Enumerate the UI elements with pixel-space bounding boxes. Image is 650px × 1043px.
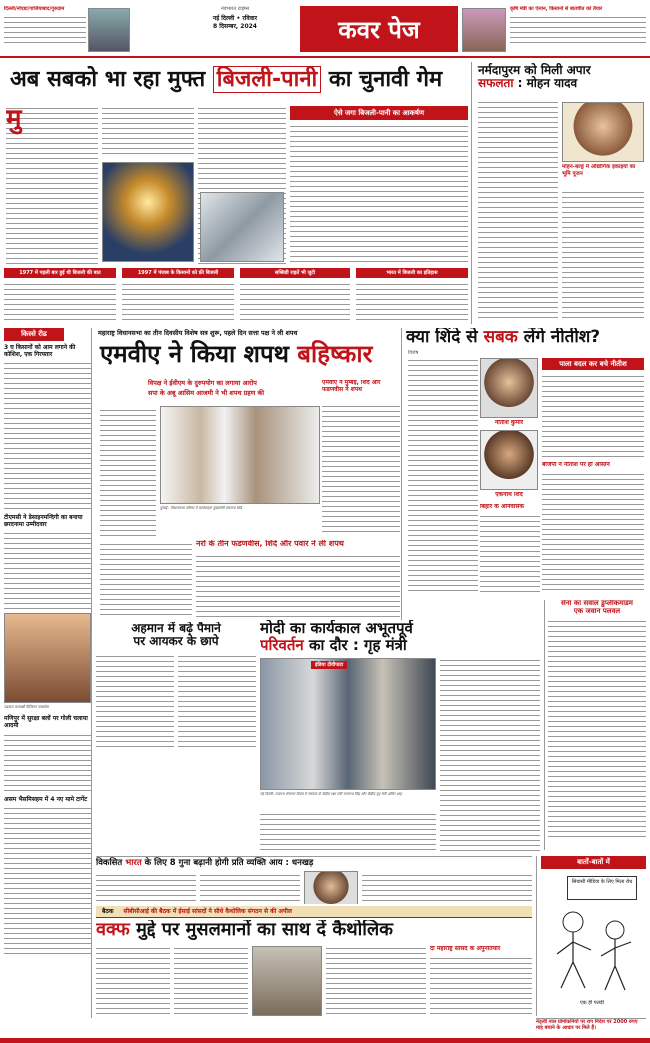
kisse-photo bbox=[4, 613, 91, 703]
stat-3-text: सब्सिडी राहतें भी जुटी bbox=[274, 270, 316, 276]
kisse-item-1-text: 3 घ किसानों को आम लगाने की कोशिश, एक गिरफ्तार bbox=[4, 344, 76, 358]
page-label: कवर पेज bbox=[338, 15, 420, 44]
lead-title-prefix: अब सबको भा रहा मुफ्त bbox=[10, 67, 213, 92]
sena-title[interactable] bbox=[548, 600, 646, 615]
sub-banner bbox=[290, 106, 468, 120]
paper-info bbox=[175, 6, 295, 54]
left-teaser[interactable] bbox=[4, 6, 86, 56]
modi-photo-label: इंडिया टीवीपाटा bbox=[311, 661, 347, 669]
cartoon-bubble bbox=[547, 1000, 637, 1006]
stat-4 bbox=[356, 268, 468, 278]
sub-banner-text-block bbox=[290, 124, 468, 264]
narmadapuram-caption-text: मोहन-बल्ड्र में औद्योगिक इकाइयों का भूमि पूजन bbox=[562, 164, 636, 177]
bottom-ticker-text: नेतृत्वी नाल प्रोमोकनियों पर राग निर्देश पर 2000 रुपए माह बचाने के आधार पर मिले हैं। bbox=[536, 1019, 638, 1031]
waqf-kicker-bar bbox=[96, 906, 532, 918]
waqf-photo bbox=[252, 946, 322, 1016]
right-teaser-photo bbox=[462, 8, 506, 52]
modi-title[interactable] bbox=[260, 620, 540, 653]
page-bottom-rule bbox=[0, 1038, 650, 1043]
water-tap-photo bbox=[200, 192, 284, 262]
nitish-title-suffix: लेंगे नीतीश? bbox=[517, 328, 601, 347]
kisse-label-text: किस्से रीढ bbox=[21, 330, 47, 338]
nitish-title-red: सबक bbox=[483, 328, 518, 347]
waqf-title-black: मुद्दे पर मुसलमानों का साथ दें कैथोलिक bbox=[129, 920, 393, 940]
kisse-item-4-text: असम भैसमिसहम में 4 नए मामे टार्गेट bbox=[4, 795, 88, 803]
maharashtra-title-black: एमवीए ने किया शपथ bbox=[100, 340, 298, 369]
sena-title-text: सेना का सवाल डुप्लीकमाडम bbox=[560, 600, 633, 607]
stat-2 bbox=[122, 268, 234, 278]
narmadapuram-story bbox=[476, 62, 646, 324]
lead-title-highlight: बिजली-पानी bbox=[213, 66, 321, 93]
stat-1 bbox=[4, 268, 116, 278]
waqf-side-head-text: दो महाराष्ट्र सांसद के अपुनतियार bbox=[430, 946, 501, 952]
waqf-kicker-label: बैठक bbox=[102, 908, 114, 915]
bottom-ticker bbox=[536, 1018, 646, 1038]
maharashtra-kicker bbox=[96, 328, 401, 339]
waqf-title-red: वक्फ bbox=[96, 920, 130, 940]
maharashtra-side-head-text: एमवीए ने मुम्बई, शिंदे और फडणवीस ने शपथ bbox=[322, 380, 381, 393]
nitish-title-black: क्या शिंदे से bbox=[406, 328, 484, 347]
sub-banner-text: ऐसे जगा बिजली-पानी का आकर्षण bbox=[333, 109, 425, 117]
mohan-yadav-photo bbox=[562, 102, 644, 162]
modi-caption bbox=[260, 792, 436, 810]
dhankhar-title-red: भारत bbox=[125, 858, 142, 868]
dhankhar-title-suffix: के लिए 8 गुना बढ़ानी होगी प्रति व्यक्ति आय : धनखड़ bbox=[141, 858, 314, 868]
nitish-name-2 bbox=[480, 492, 538, 499]
nitish-story bbox=[406, 328, 646, 598]
maharashtra-photo-caption-text: मुम्बई : विधानसभा परिसर में कार्यवाहक मुख्यमंत्री एकनाथ शिंदे bbox=[160, 506, 242, 510]
shinde-photo bbox=[480, 430, 538, 490]
modi-story bbox=[260, 620, 540, 852]
cartoon-drawing bbox=[543, 902, 643, 998]
nitish-red-head bbox=[542, 358, 644, 370]
maharashtra-deck-2: सपा के अबू आसिम आजमी ने भी शपथ ग्रहण की bbox=[148, 389, 265, 397]
narmadapuram-title-red: सफलता bbox=[478, 76, 514, 91]
stat-row bbox=[4, 268, 470, 324]
kisse-item-1[interactable] bbox=[4, 345, 91, 358]
kisse-item-2[interactable] bbox=[4, 515, 91, 528]
dhankhar-photo bbox=[304, 871, 358, 904]
dhankhar-title-black: विकसित bbox=[96, 858, 126, 868]
stat-4-text: भारत में बिजली का इतिहास bbox=[386, 270, 438, 276]
ahmed-title[interactable] bbox=[96, 622, 256, 648]
waqf-side-head[interactable] bbox=[430, 946, 532, 953]
dhankhar-story bbox=[96, 856, 532, 904]
paper-name: नवभारत टाइम्स bbox=[220, 6, 250, 12]
right-teaser[interactable] bbox=[510, 6, 646, 56]
ahmed-story bbox=[96, 622, 256, 750]
maharashtra-deck-1: विपक्ष ने ईवीएम के दुरुपयोग का लगाया आरोप bbox=[148, 379, 257, 387]
modi-title-line1: मोदी का कार्यकाल अभूतपूर्व bbox=[260, 620, 413, 637]
nitish-tag bbox=[408, 350, 418, 356]
narmadapuram-title[interactable] bbox=[476, 62, 646, 92]
nitish-name-2-text: एकनाथ शिंदे bbox=[495, 492, 523, 498]
kisse-item-3[interactable] bbox=[4, 716, 91, 729]
nitish-red-head-2[interactable] bbox=[542, 462, 644, 469]
maharashtra-deck bbox=[148, 378, 314, 404]
kisse-column bbox=[4, 328, 92, 1018]
ahmed-title-line1: अहमान में बढ़े पैमाने bbox=[131, 622, 221, 635]
waqf-title[interactable] bbox=[96, 920, 532, 940]
city-date: नई दिल्ली • रविवार bbox=[212, 15, 258, 22]
nitish-title[interactable] bbox=[406, 328, 646, 347]
narmadapuram-title-black: : मोहन यादव bbox=[513, 76, 578, 91]
cartoon bbox=[536, 856, 646, 1016]
waqf-story bbox=[96, 906, 532, 1018]
lead-body-left bbox=[6, 106, 98, 266]
kisse-item-2-text: टीएमसी ने डेसाइनमन्दिगी का बनाया छरदनामा उम्मीदवार bbox=[4, 514, 83, 528]
cartoon-sign-text: सियासी मीडिया के लिए मिला रोध bbox=[571, 879, 633, 885]
modi-title-red: परिवर्तन bbox=[260, 635, 304, 654]
nitish-red-head-2-text: बीजेपी ने नीतीश पर ही आसान bbox=[542, 462, 610, 468]
narmadapuram-caption bbox=[562, 164, 644, 186]
maharashtra-title[interactable] bbox=[96, 339, 401, 369]
sena-sub-text: एक जवान पलवल bbox=[573, 606, 621, 615]
lead-dropcap: मु bbox=[6, 106, 22, 134]
left-teaser-text: दिल्ली/नोएडा/गाजियाबाद/गुरुग्राम bbox=[4, 6, 65, 12]
masthead bbox=[0, 0, 650, 58]
lead-col2-text bbox=[102, 106, 194, 158]
lead-title[interactable] bbox=[4, 62, 471, 96]
cartoon-label-text: बातों-बातों में bbox=[577, 858, 610, 866]
left-teaser-photo bbox=[88, 8, 130, 52]
kisse-caption-text: गढ़वाल कामाक्षी डिजिटल एक्सप्रेस bbox=[4, 705, 49, 710]
lightbulb-tower-photo bbox=[102, 162, 194, 262]
narmadapuram-title-line1: नर्मदापुरम को मिली अपार bbox=[478, 63, 591, 77]
cartoon-bubble-text: एक ही पलड़ी bbox=[580, 1000, 604, 1006]
kisse-label bbox=[4, 328, 64, 341]
nitish-photo bbox=[480, 358, 538, 418]
maharashtra-photo-caption bbox=[160, 506, 320, 511]
maharashtra-side-head[interactable] bbox=[322, 380, 400, 402]
maharashtra-title-red: बहिष्कार bbox=[297, 340, 373, 369]
nitish-name-1 bbox=[480, 420, 538, 427]
stat-3 bbox=[240, 268, 350, 278]
ahmed-title-line2: पर आयकर के छापे bbox=[133, 634, 219, 649]
lead-title-suffix: का चुनावी गेम bbox=[321, 67, 443, 92]
nitish-red-head-text: पाला बदल कर बचे नीतीश bbox=[559, 360, 627, 368]
maharashtra-kicker-text: महाराष्ट्र विधानसभा का तीन दिवसीय विशेष सत्र शुरू, पहले दिन सत्ता पक्ष ने ली शपथ bbox=[98, 329, 298, 337]
cartoon-label bbox=[541, 856, 646, 869]
stat-2-text: 1997 में पंजाब के किसानों को फ्री बिजली bbox=[137, 270, 219, 276]
right-teaser-text: कृषि मंत्री का ऐलान, किसानों से बातचीत को तैयार bbox=[510, 6, 603, 12]
maharashtra-sub-head-text: नरो के तीन फडणवीस, शिंदे और पवार ने ली शपथ bbox=[196, 540, 344, 548]
maharashtra-story bbox=[96, 328, 402, 620]
kisse-item-3-text: मणिपुर में सुरक्षा बलों पर गोली चलाया आदमी bbox=[4, 715, 88, 729]
maharashtra-sub-head[interactable] bbox=[196, 540, 400, 552]
page-label-box bbox=[300, 6, 458, 52]
modi-caption-text: नई दिल्ली: राजपथ रोजगार दिवस में सरकार के केंद्रीय रक्षा मंत्री राजनाथ सिंह और केंद्रीय गृह मंत्री अमित शाह bbox=[260, 792, 402, 796]
waqf-kicker-text: सीबीसीआई की बैठक में ईसाई सांसदों ने सीधे कैथोलिक संगठन से की अपील bbox=[123, 908, 292, 915]
bihar-head-text: बिहार के अनिवासक bbox=[480, 504, 524, 510]
kisse-item-4[interactable] bbox=[4, 797, 91, 804]
issue-date: 8 दिसम्बर, 2024 bbox=[213, 23, 257, 30]
bihar-head[interactable] bbox=[480, 504, 540, 511]
cartoon-sign bbox=[567, 876, 637, 900]
sena-story bbox=[544, 600, 646, 850]
nitish-tag-text: विशेष bbox=[408, 350, 419, 356]
modi-title-suffix: का दौर : गृह मंत्री bbox=[303, 635, 407, 654]
maharashtra-photo bbox=[160, 406, 320, 504]
modi-photo bbox=[260, 658, 436, 790]
stat-1-text: 1977 में पहली बार हुई थी बिजली की बात bbox=[19, 270, 101, 276]
text-lines bbox=[4, 15, 86, 45]
lead-story bbox=[4, 62, 472, 324]
nitish-name-1-text: नीतीश कुमार bbox=[494, 420, 524, 426]
text-lines bbox=[510, 15, 646, 45]
dhankhar-title[interactable] bbox=[96, 857, 532, 868]
kisse-caption bbox=[4, 705, 91, 710]
